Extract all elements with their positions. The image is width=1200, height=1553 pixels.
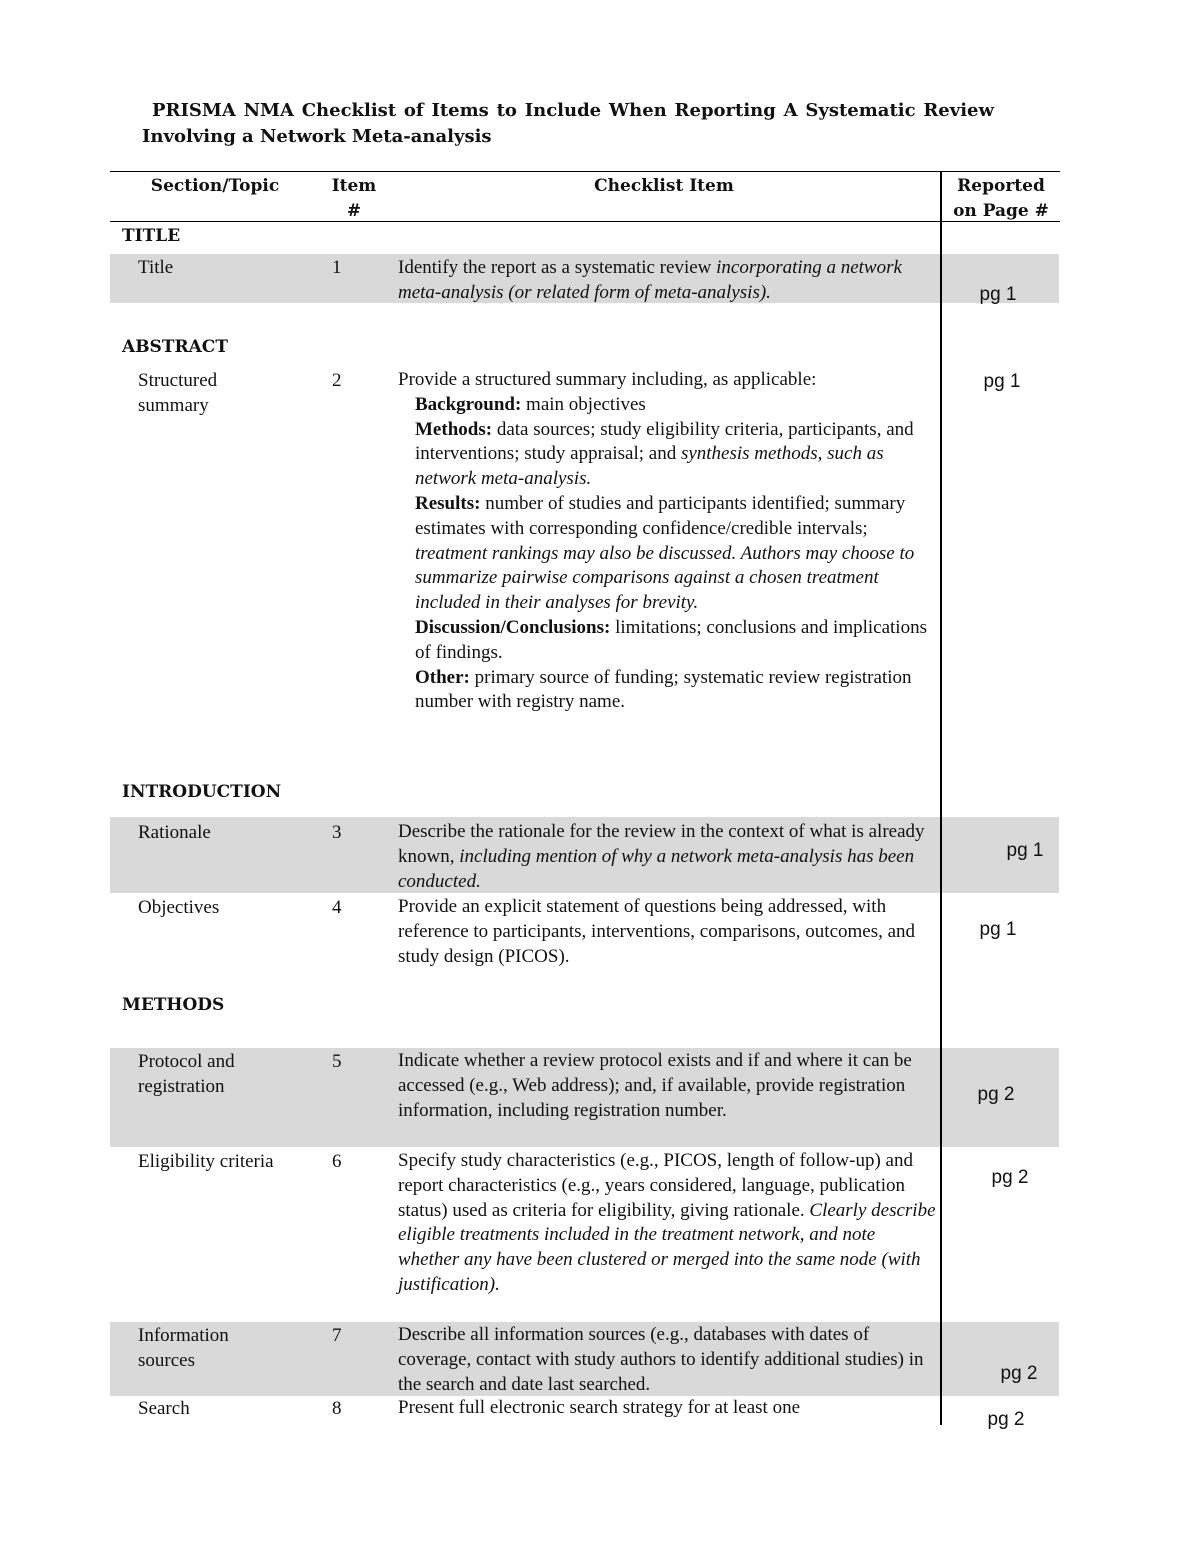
- header-section-topic: Section/Topic: [150, 176, 280, 196]
- topic-title: Title: [138, 257, 174, 278]
- page-ref-4: pg 1: [979, 919, 1017, 940]
- topic-structured-summary: [138, 368, 318, 418]
- abstract-discussion: [398, 616, 938, 666]
- topic-protocol-line2: registration: [138, 1076, 225, 1097]
- item-number-8: 8: [332, 1398, 342, 1419]
- abstract-results-italic: treatment rankings may also be discussed. Authors may choose to summarize pairwise comparisons against a chosen treatment included in their analyses for brevity.: [415, 542, 915, 614]
- document-title-line1: PRISMA NMA Checklist of Items to Include When Reporting A Systematic Review: [152, 100, 994, 121]
- item-number-2: 2: [332, 370, 342, 391]
- checklist-text-3: [398, 820, 938, 894]
- checklist-text-3-italic: including mention of why a network meta-analysis has been conducted.: [398, 845, 915, 892]
- abstract-discussion-text: limitations; conclusions and implications of findings.: [415, 616, 927, 663]
- abstract-other: [398, 666, 938, 716]
- checklist-text-5: Indicate whether a review protocol exists and if and where it can be accessed (e.g., Web address); and, if available, provide registration information, including registration number.: [398, 1050, 912, 1121]
- section-title: TITLE: [122, 226, 181, 246]
- abstract-methods: [398, 418, 938, 492]
- item-number-1: 1: [332, 257, 342, 278]
- page-ref-5: pg 2: [977, 1084, 1015, 1105]
- abstract-methods-text: data sources; study eligibility criteria, participants, and interventions; study appraisal; and: [415, 418, 914, 465]
- page-ref-7: pg 2: [1000, 1363, 1038, 1384]
- abstract-results-label: Results:: [415, 492, 481, 514]
- section-methods: METHODS: [122, 995, 225, 1015]
- checklist-text-6: [398, 1149, 938, 1298]
- checklist-text-8: Present full electronic search strategy for at least one: [398, 1397, 800, 1418]
- abstract-results-text: number of studies and participants identified; summary estimates with corresponding confidence/credible intervals;: [415, 492, 906, 539]
- checklist-text-1: [398, 256, 938, 306]
- topic-information-sources: [138, 1323, 318, 1373]
- checklist-text-2-intro: Provide a structured summary including, as applicable:: [398, 369, 817, 390]
- abstract-methods-label: Methods:: [415, 418, 493, 440]
- header-item-number: [322, 174, 386, 224]
- checklist-text-7: Describe all information sources (e.g., databases with dates of coverage, contact with study authors to identify additional studies) in the search and date last searched.: [398, 1324, 924, 1395]
- abstract-background: [398, 393, 938, 418]
- topic-information-line1: Information: [138, 1325, 229, 1346]
- page-ref-8: pg 2: [987, 1409, 1025, 1430]
- page-ref-2: pg 1: [983, 371, 1021, 392]
- header-checklist-item: Checklist Item: [594, 176, 734, 196]
- header-item-line2: #: [346, 201, 362, 221]
- header-bottom-rule: [110, 221, 1060, 222]
- abstract-other-text: primary source of funding; systematic review registration number with registry name.: [415, 666, 912, 713]
- abstract-methods-italic: synthesis methods, such as network meta-analysis.: [415, 443, 884, 490]
- topic-structured-summary-line1: Structured: [138, 370, 218, 391]
- topic-information-line2: sources: [138, 1350, 195, 1371]
- checklist-text-3-plain: Describe the rationale for the review in the context of what is already known,: [398, 821, 925, 867]
- topic-structured-summary-line2: summary: [138, 395, 209, 416]
- topic-search: Search: [138, 1398, 190, 1419]
- topic-rationale: Rationale: [138, 822, 211, 843]
- abstract-other-label: Other:: [415, 666, 470, 688]
- abstract-background-text: main objectives: [521, 393, 646, 415]
- page-ref-3: pg 1: [1006, 840, 1044, 861]
- checklist-text-1-plain: Identify the report as a systematic review: [398, 257, 717, 278]
- document-title-line2: Involving a Network Meta-analysis: [142, 126, 492, 147]
- checklist-text-4: Provide an explicit statement of questions being addressed, with reference to participants, interventions, comparisons, outcomes, and study design (PICOS).: [398, 896, 916, 967]
- topic-protocol-line1: Protocol and: [138, 1051, 235, 1072]
- document-title: [142, 98, 994, 150]
- item-number-5: 5: [332, 1051, 342, 1072]
- item-number-6: 6: [332, 1151, 342, 1172]
- checklist-text-6-italic: Clearly describe eligible treatments included in the treatment network, and note whether any have been clustered or merged into the same node (with justification).: [398, 1199, 936, 1295]
- header-item-line1: Item: [331, 176, 377, 196]
- header-reported-line1: Reported: [957, 176, 1045, 196]
- abstract-discussion-label: Discussion/Conclusions:: [415, 616, 611, 638]
- page-ref-6: pg 2: [991, 1167, 1029, 1188]
- abstract-background-label: Background:: [415, 393, 522, 415]
- checklist-text-2: [398, 368, 938, 715]
- header-reported-line2: on Page #: [953, 201, 1049, 221]
- topic-eligibility-criteria: Eligibility criteria: [138, 1151, 274, 1172]
- topic-objectives: Objectives: [138, 897, 220, 918]
- page-column-divider: [940, 172, 942, 1425]
- table-top-rule: [110, 171, 1060, 172]
- section-abstract: ABSTRACT: [122, 337, 228, 357]
- section-introduction: INTRODUCTION: [122, 782, 282, 802]
- checklist-text-6-plain: Specify study characteristics (e.g., PICOS, length of follow-up) and report characteristics (e.g., years considered, language, publication status) used as criteria for eligibility, giving rationale.: [398, 1150, 913, 1221]
- header-reported-on-page: [944, 174, 1058, 224]
- abstract-results: [398, 492, 938, 616]
- checklist-text-1-italic: incorporating a network meta-analysis (or related form of meta-analysis).: [398, 257, 902, 303]
- item-number-7: 7: [332, 1325, 342, 1346]
- item-number-3: 3: [332, 822, 342, 843]
- topic-protocol-registration: [138, 1049, 318, 1099]
- page-ref-1: pg 1: [979, 284, 1017, 305]
- item-number-4: 4: [332, 897, 342, 918]
